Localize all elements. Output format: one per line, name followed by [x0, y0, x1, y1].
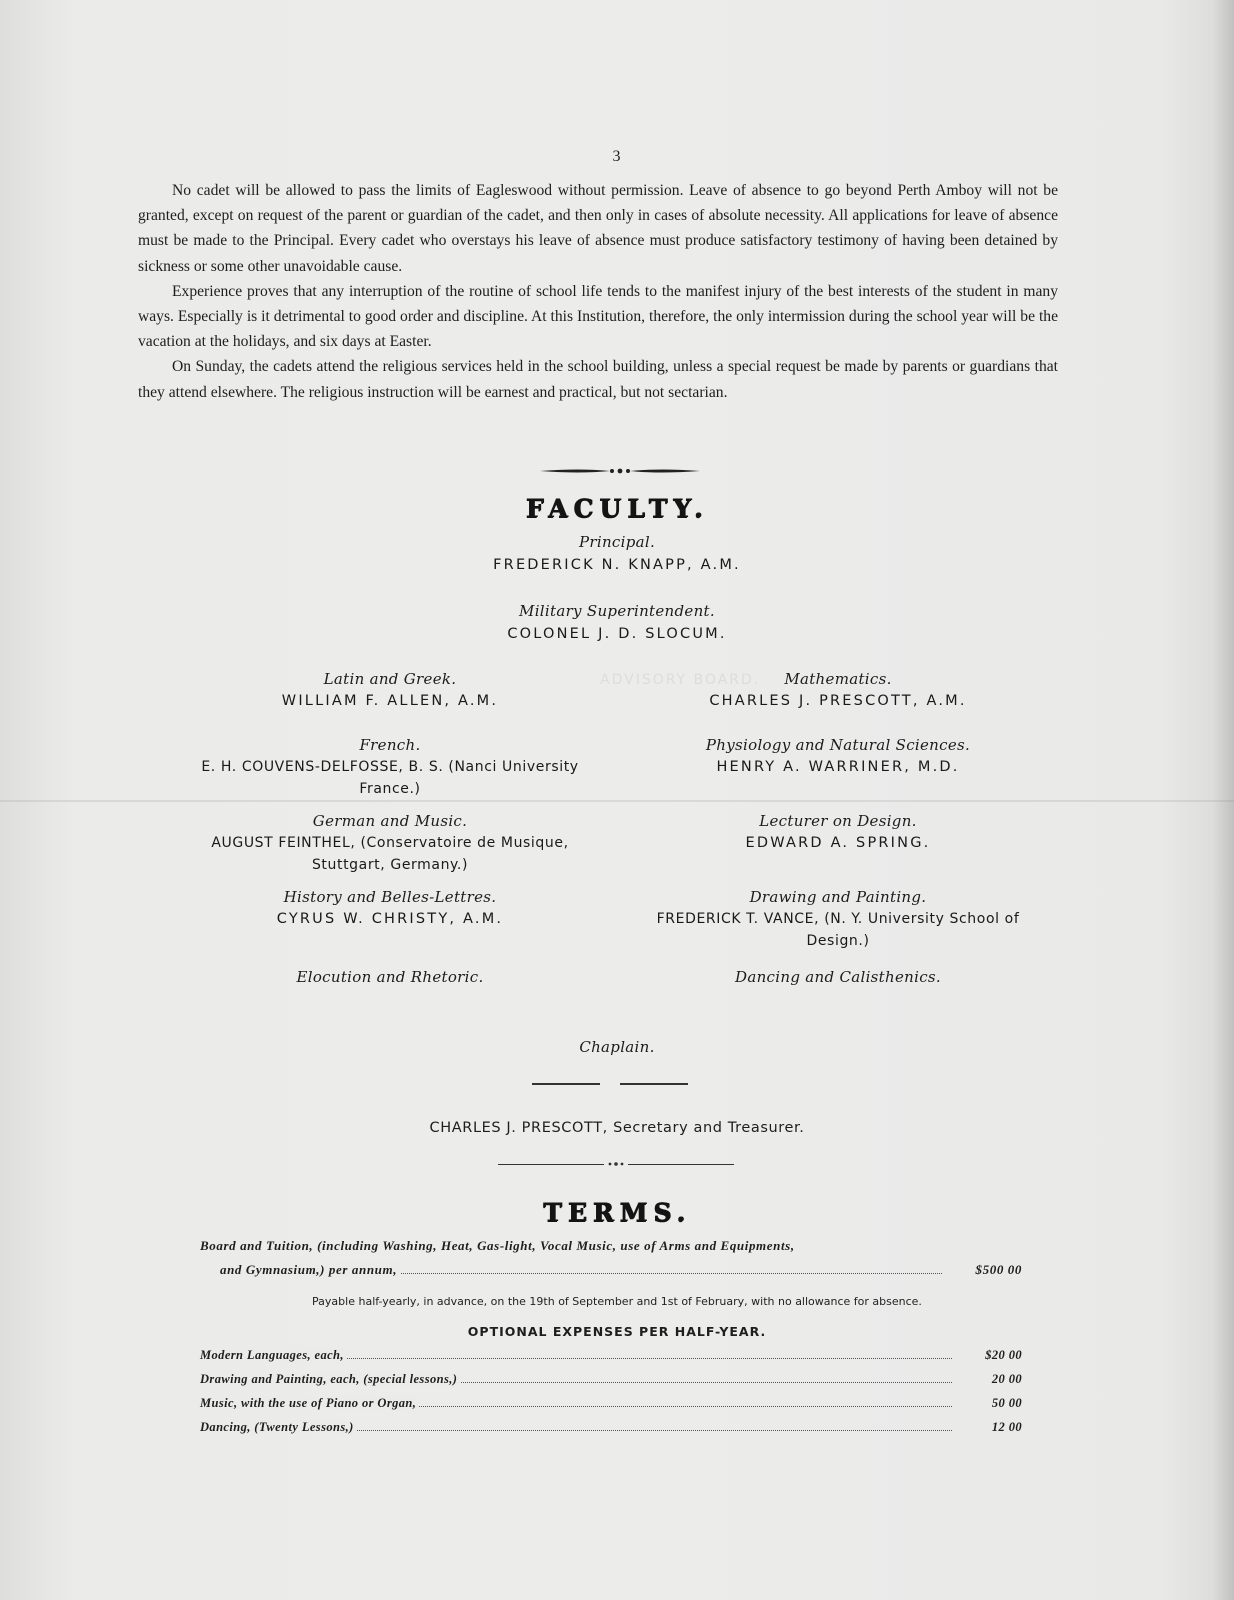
expense-label: Modern Languages, each, — [200, 1348, 347, 1362]
faculty-name: E. H. COUVENS-DELFOSSE, B. S. (Nanci University — [201, 759, 579, 775]
chaplain-role: Chaplain. — [579, 1038, 655, 1056]
board-tuition-line-2: and Gymnasium,) per annum, — [220, 1262, 400, 1278]
page-fold — [0, 800, 1234, 802]
faculty-role: Mathematics. — [784, 670, 892, 688]
optional-expenses-heading: OPTIONAL EXPENSES PER HALF-YEAR. — [467, 1324, 767, 1339]
bleed-through-text: ADVISORY BOARD. — [600, 672, 761, 688]
expense-amount: 50 00 — [991, 1396, 1022, 1410]
board-tuition-amount: $500 00 — [975, 1262, 1022, 1277]
superintendent-name: COLONEL J. D. SLOCUM. — [507, 626, 727, 642]
expense-label: Drawing and Painting, each, (special lessons,) — [200, 1372, 460, 1386]
faculty-heading: FACULTY. — [525, 494, 709, 523]
page-number: 3 — [612, 148, 622, 165]
divider-rule — [620, 1083, 688, 1085]
faculty-entry-elocution — [160, 966, 620, 988]
board-tuition-row — [200, 1262, 1022, 1282]
expense-amount: 20 00 — [991, 1372, 1022, 1386]
faculty-name: CYRUS W. CHRISTY, A.M. — [276, 911, 504, 927]
paragraph-interruption: Experience proves that any interruption of the routine of school life tends to the manifest injury of the best interests of the student in many ways. Especially is it detrimental to good order and discipline. At this Institution, therefore, the only intermission during the school year will be the vacation at the holidays, and six days at Easter. — [138, 282, 1058, 351]
faculty-entry-design — [608, 810, 1068, 854]
faculty-entry-physiology — [608, 734, 1068, 778]
divider-rule — [532, 1083, 600, 1085]
faculty-entry-drawing — [608, 886, 1068, 952]
faculty-entry-dancing — [608, 966, 1068, 988]
secretary-line: CHARLES J. PRESCOTT, Secretary and Treasurer. — [429, 1120, 805, 1136]
expense-amount: $20 00 — [985, 1348, 1022, 1362]
ornamental-divider — [540, 464, 700, 478]
faculty-role: Physiology and Natural Sciences. — [705, 736, 971, 754]
expense-label: Music, with the use of Piano or Organ, — [200, 1396, 419, 1410]
principal-role: Principal. — [578, 533, 656, 551]
optional-expense-row — [200, 1420, 1022, 1440]
faculty-name-continued: Design.) — [806, 933, 870, 949]
faculty-name: WILLIAM F. ALLEN, A.M. — [281, 693, 499, 709]
rules-text — [138, 178, 1058, 405]
faculty-name: EDWARD A. SPRING. — [745, 835, 931, 851]
faculty-name: HENRY A. WARRINER, M.D. — [716, 759, 960, 775]
faculty-role: Dancing and Calisthenics. — [735, 968, 941, 986]
faculty-entry-german — [160, 810, 620, 876]
faculty-name-continued: France.) — [359, 781, 421, 797]
payment-note: Payable half-yearly, in advance, on the 19th of September and 1st of February, with no allowance for absence. — [312, 1295, 922, 1308]
faculty-entry-mathematics — [608, 668, 1068, 712]
faculty-entry-french — [160, 734, 620, 800]
expense-amount: 12 00 — [991, 1420, 1022, 1434]
faculty-role: Latin and Greek. — [323, 670, 457, 688]
principal-name: FREDERICK N. KNAPP, A.M. — [493, 557, 741, 573]
paragraph-sunday: On Sunday, the cadets attend the religious services held in the school building, unless a special request be made by parents or guardians that they attend elsewhere. The religious instruction will be earnest and practical, but not sectarian. — [138, 358, 1058, 401]
faculty-role: Lecturer on Design. — [759, 812, 917, 830]
faculty-name: AUGUST FEINTHEL, (Conservatoire de Musique, — [211, 835, 569, 851]
faculty-role: German and Music. — [312, 812, 468, 830]
superintendent-role: Military Superintendent. — [519, 602, 715, 620]
faculty-role: Elocution and Rhetoric. — [296, 968, 484, 986]
page-edge-shadow — [1212, 0, 1234, 1600]
terms-heading: TERMS. — [543, 1198, 691, 1227]
faculty-role: History and Belles-Lettres. — [283, 888, 497, 906]
faculty-entry-latin — [160, 668, 620, 712]
optional-expense-row — [200, 1372, 1022, 1392]
faculty-name: CHARLES J. PRESCOTT, A.M. — [709, 693, 967, 709]
faculty-name-continued: Stuttgart, Germany.) — [311, 857, 469, 873]
faculty-name: FREDERICK T. VANCE, (N. Y. University School of — [656, 911, 1020, 927]
expense-label: Dancing, (Twenty Lessons,) — [200, 1420, 357, 1434]
divider-dots-icon — [604, 1159, 628, 1169]
faculty-role: French. — [359, 736, 421, 754]
optional-expense-row — [200, 1348, 1022, 1368]
divider-rule — [498, 1164, 604, 1165]
board-tuition-line-1: Board and Tuition, (including Washing, Heat, Gas-light, Vocal Music, use of Arms and Equipments, — [200, 1238, 795, 1253]
divider-rule — [628, 1164, 734, 1165]
faculty-role: Drawing and Painting. — [749, 888, 927, 906]
paragraph-leave: No cadet will be allowed to pass the limits of Eagleswood without permission. Leave of absence to go beyond Perth Amboy will not be granted, except on request of the parent or guardian of the cadet, and then only in cases of absolute necessity. All applications for leave of absence must be made to the Principal. Every cadet who overstays his leave of absence must produce satisfactory testimony of having been detained by sickness or some other unavoidable cause. — [138, 182, 1058, 275]
faculty-entry-history — [160, 886, 620, 930]
optional-expense-row — [200, 1396, 1022, 1416]
